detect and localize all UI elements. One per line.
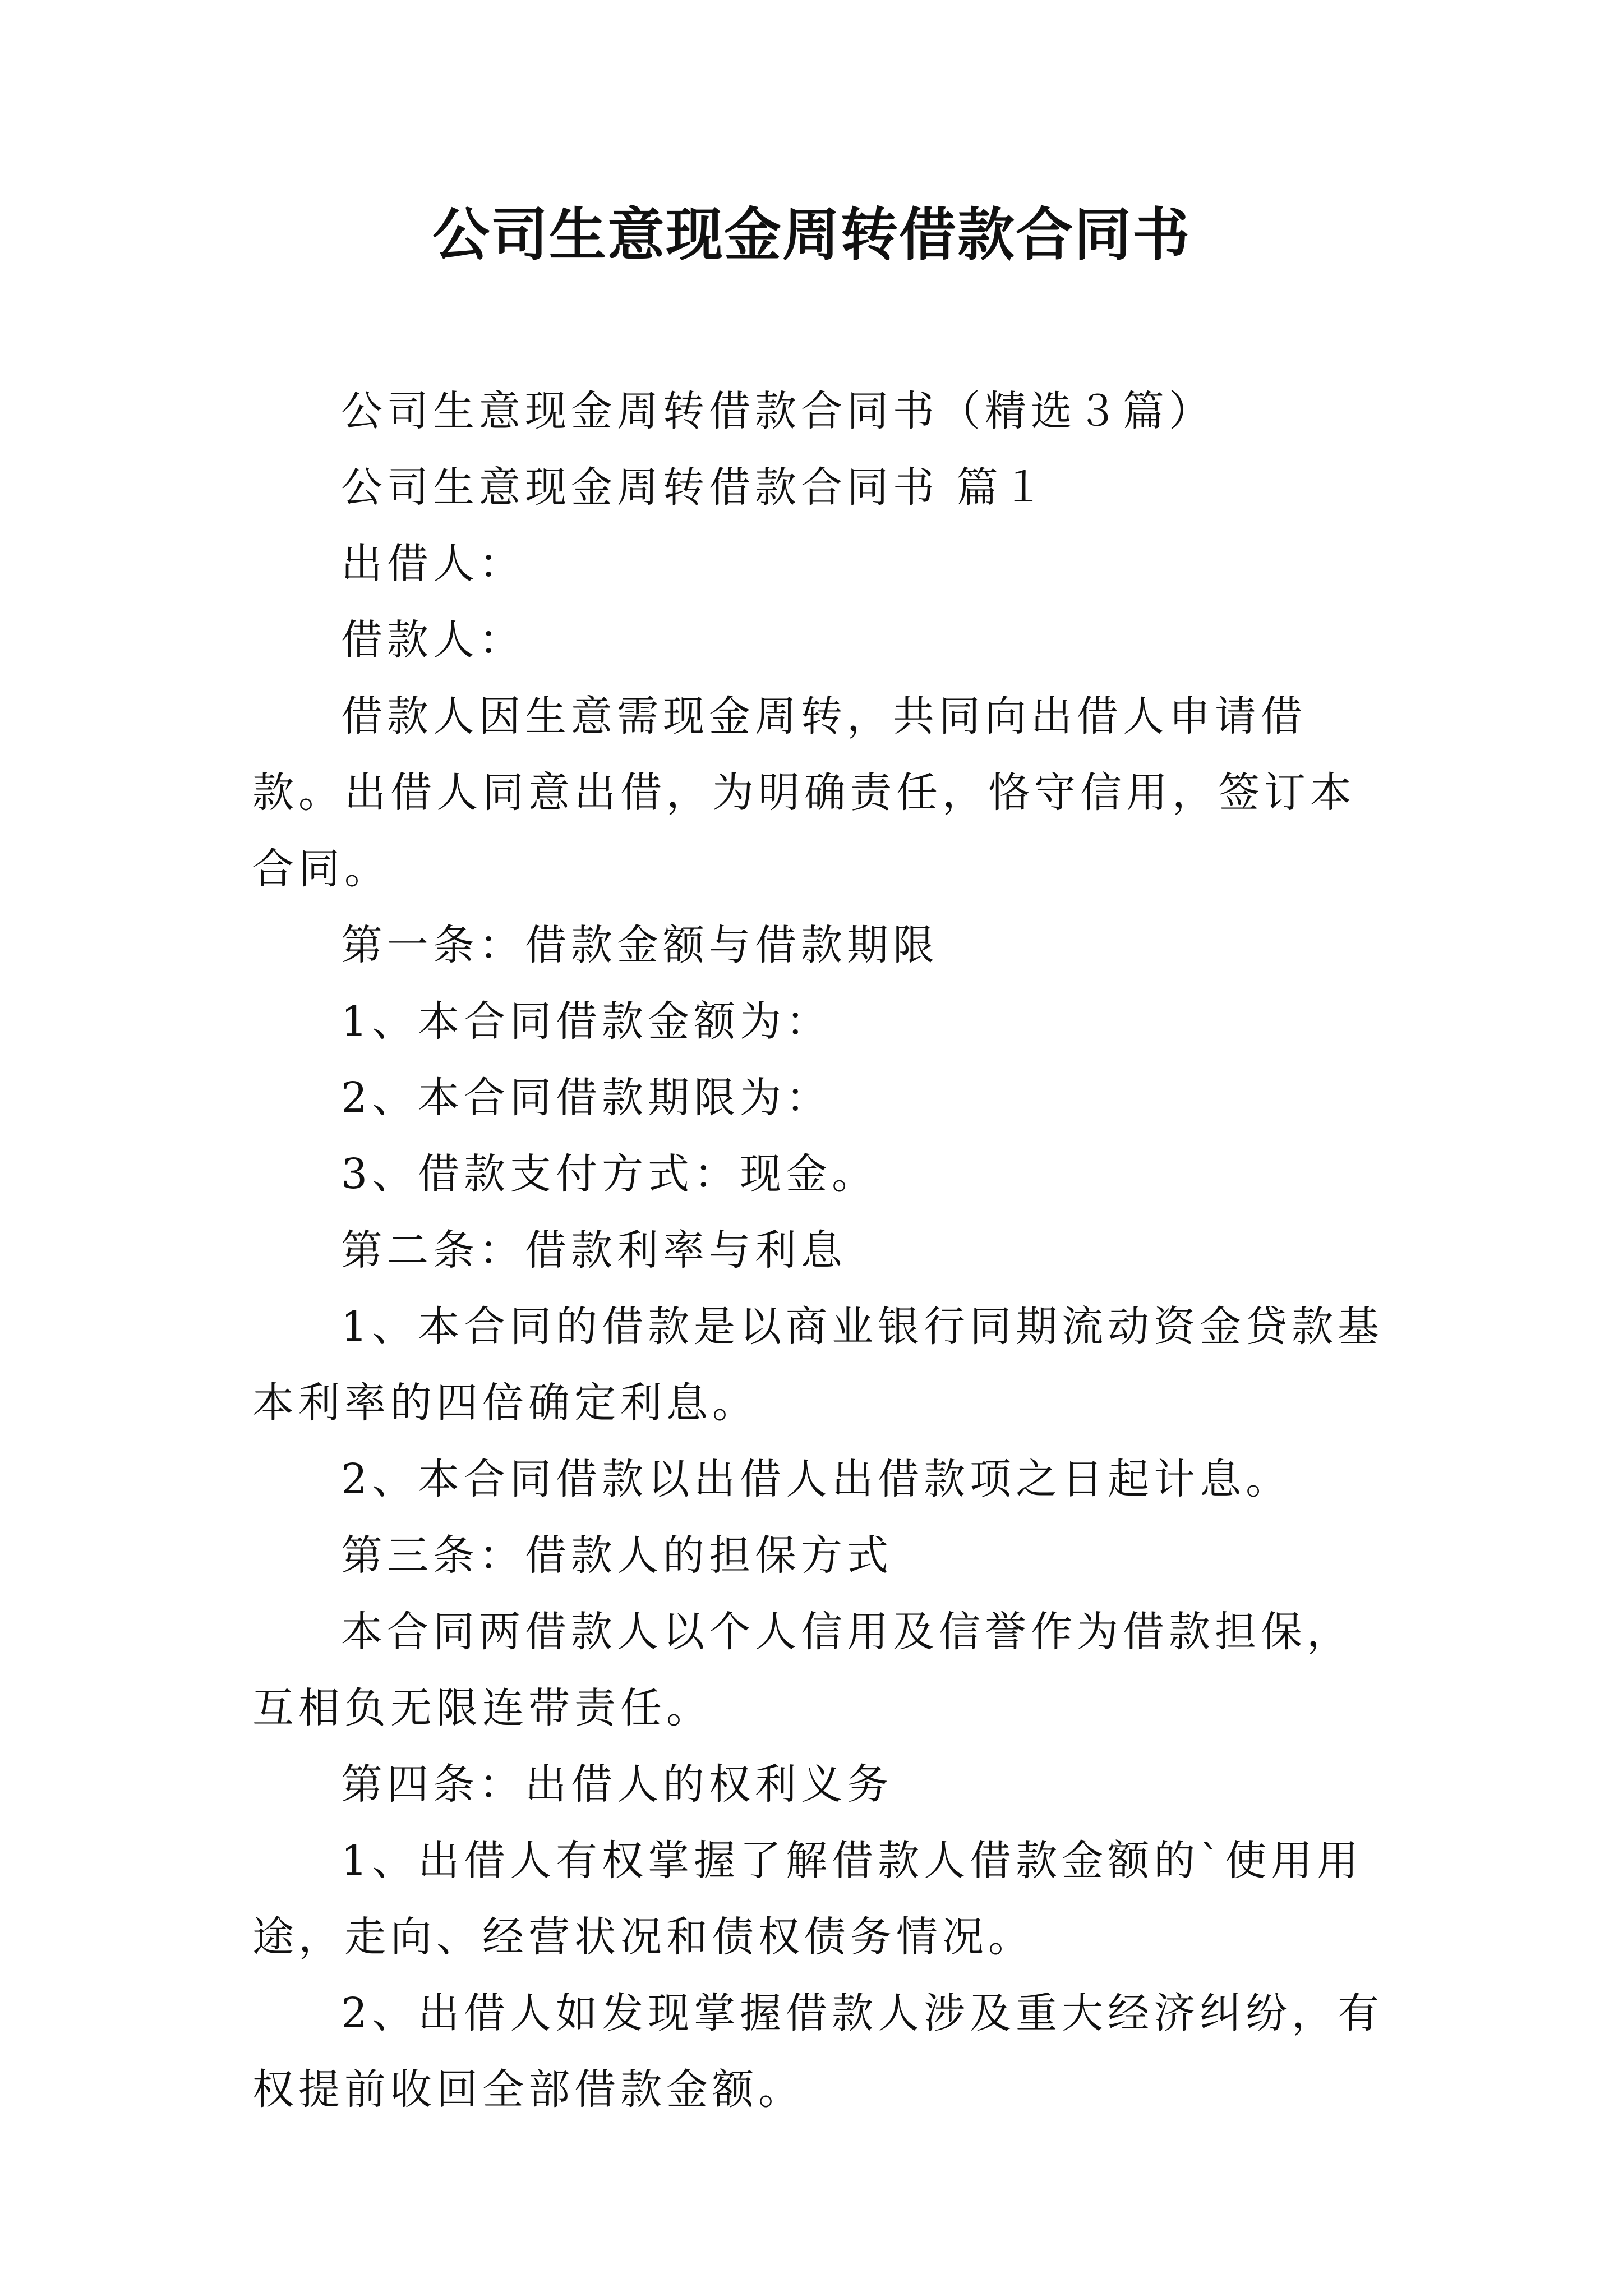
paragraph-article-1-heading: 第一条：借款金额与借款期限 [341,921,939,969]
document-body [252,373,1385,2128]
paragraph-article-1-item-2: 2、本合同借款期限为： [341,1074,832,1122]
paragraph-article-1-item-1: 1、本合同借款金额为： [341,997,832,1046]
paragraph-article-2-heading: 第二条：借款利率与利息 [341,1226,847,1274]
paragraph-article-4-heading: 第四条：出借人的权利义务 [341,1760,893,1809]
paragraph-article-3-heading: 第三条：借款人的担保方式 [341,1531,893,1580]
paragraph-article-3-text: 本合同两借款人以个人信用及信誉作为借款担保，互相负无限连带责任。 [252,1608,1353,1732]
paragraph-preamble: 借款人因生意需现金周转，共同向出借人申请借款。出借人同意出借，为明确责任，恪守信用，签订本合同。 [252,692,1356,893]
paragraph-article-1-item-3: 3、借款支付方式：现金。 [341,1150,878,1198]
paragraph-article-4-item-2: 2、出借人如发现掌握借款人涉及重大经济纠纷，有权提前收回全部借款金额。 [252,1989,1384,2114]
paragraph-borrower: 借款人： [341,616,525,664]
paragraph-article-2-item-2: 2、本合同借款以出借人出借款项之日起计息。 [341,1455,1292,1503]
paragraph-article-4-item-1: 1、出借人有权掌握了解借款人借款金额的`使用用途，走向、经营状况和债权债务情况。 [252,1837,1363,1961]
paragraph-article-2-item-1: 1、本合同的借款是以商业银行同期流动资金贷款基本利率的四倍确定利息。 [252,1303,1384,1427]
paragraph-section-heading: 公司生意现金周转借款合同书 篇１ [341,463,1049,512]
paragraph-subtitle: 公司生意现金周转借款合同书（精选３篇） [341,387,1215,435]
paragraph-lender: 出借人： [341,540,525,588]
document-title: 公司生意现金周转借款合同书 [432,202,1191,269]
